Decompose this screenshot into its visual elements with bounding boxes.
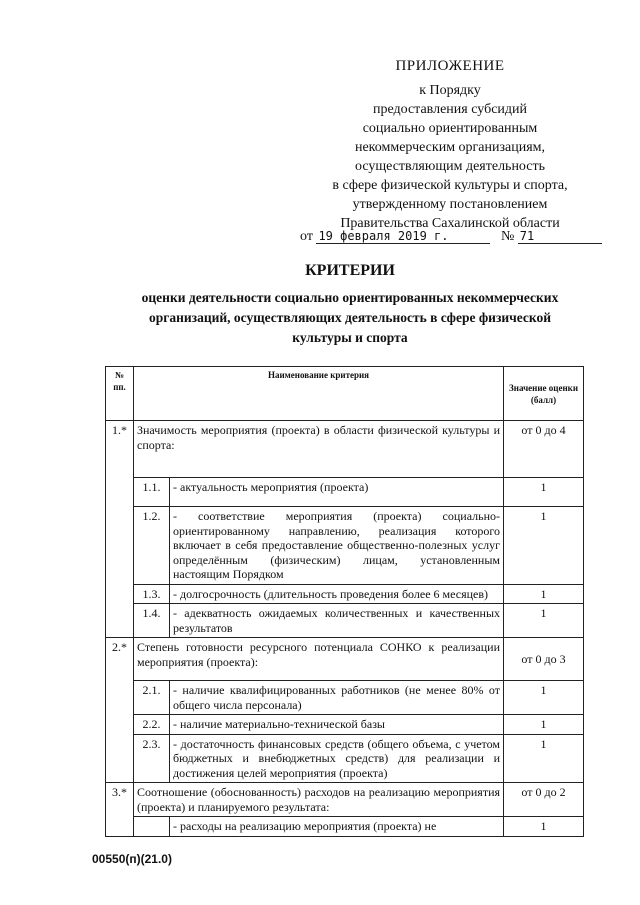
criteria-table xyxy=(105,366,584,837)
table-header-row xyxy=(106,367,584,421)
row-value: 1 xyxy=(504,507,584,585)
table-row xyxy=(106,507,584,585)
row-text: Степень готовности ресурсного потенциала СОНКО к реализации мероприятия (проекта): xyxy=(134,638,504,681)
subrow-number: 2.1. xyxy=(134,681,170,715)
table-row xyxy=(106,604,584,638)
subrow-number: 1.3. xyxy=(134,584,170,604)
header-num: № пп. xyxy=(106,367,134,421)
decree-number: 71 xyxy=(518,229,602,244)
header-line: утвержденному постановлением xyxy=(352,197,548,212)
appendix-header xyxy=(300,58,600,233)
header-value: Значение оценки (балл) xyxy=(504,367,584,421)
header-line: осуществляющим деятельность xyxy=(354,159,546,174)
row-text: Значимость мероприятия (проекта) в области физической культуры и спорта: xyxy=(134,421,504,478)
row-value: 1 xyxy=(504,584,584,604)
row-value: 1 xyxy=(504,734,584,783)
row-number: 2.* xyxy=(106,638,134,783)
header-line: в сфере физической культуры и спорта, xyxy=(332,178,568,193)
table-row xyxy=(106,681,584,715)
header-line: к Порядку xyxy=(419,83,481,98)
table-row xyxy=(106,817,584,837)
subrow-number: 1.4. xyxy=(134,604,170,638)
row-value: 1 xyxy=(504,478,584,507)
table-row xyxy=(106,478,584,507)
row-text: - соответствие мероприятия (проекта) социально-ориентированному направлению, реализация которого включает в себя предоставление общественно-полезных услуг определённым (физическим) лицам, установленным настоящим Порядком xyxy=(170,507,504,585)
row-value: от 0 до 2 xyxy=(504,783,584,817)
row-number: 1.* xyxy=(106,421,134,638)
subrow-number: 1.1. xyxy=(134,478,170,507)
document-subtitle: оценки деятельности социально ориентированных некоммерческих организаций, осуществляющих деятельность в сфере физической культуры и спорта xyxy=(141,290,559,345)
row-text: - наличие материально-технической базы xyxy=(170,715,504,735)
row-text: - долгосрочность (длительность проведения более 6 месяцев) xyxy=(170,584,504,604)
row-text: - достаточность финансовых средств (общего объема, с учетом бюджетных и внебюджетных средств) для реализации и достижения целей мероприятия (проекта) xyxy=(170,734,504,783)
subrow-number: 1.2. xyxy=(134,507,170,585)
row-number: 3.* xyxy=(106,783,134,837)
subrow-number: 2.2. xyxy=(134,715,170,735)
decree-date-line xyxy=(300,229,600,245)
table-row xyxy=(106,783,584,817)
table-row xyxy=(106,584,584,604)
header-line: некоммерческим организациям, xyxy=(354,140,546,155)
header-line: социально ориентированным xyxy=(362,121,538,136)
row-text: - наличие квалифицированных работников (не менее 80% от общего числа персонала) xyxy=(170,681,504,715)
table-row xyxy=(106,638,584,681)
row-text: - адекватность ожидаемых количественных и качественных результатов xyxy=(170,604,504,638)
header-name: Наименование критерия xyxy=(134,367,504,421)
subrow-number xyxy=(134,817,170,837)
row-value: 1 xyxy=(504,715,584,735)
row-value: от 0 до 3 xyxy=(504,638,584,681)
row-value: от 0 до 4 xyxy=(504,421,584,478)
row-text: - актуальность мероприятия (проекта) xyxy=(170,478,504,507)
row-value: 1 xyxy=(504,604,584,638)
number-prefix: № xyxy=(500,229,515,244)
table-row xyxy=(106,734,584,783)
date-prefix: от xyxy=(300,229,313,244)
decree-date: 19 февраля 2019 г. xyxy=(316,229,490,244)
header-line: предоставления субсидий xyxy=(372,102,528,117)
subrow-number: 2.3. xyxy=(134,734,170,783)
document-code: 00550(п)(21.0) xyxy=(92,852,172,866)
appendix-title: ПРИЛОЖЕНИЕ xyxy=(395,58,505,74)
row-text: - расходы на реализацию мероприятия (проекта) не xyxy=(170,817,504,837)
document-title: КРИТЕРИИ xyxy=(305,262,395,279)
row-value: 1 xyxy=(504,817,584,837)
row-value: 1 xyxy=(504,681,584,715)
header-line: Правительства Сахалинской области xyxy=(340,216,560,231)
table-row xyxy=(106,421,584,478)
row-text: Соотношение (обоснованность) расходов на реализацию мероприятия (проекта) и планируемого результата: xyxy=(134,783,504,817)
table-row xyxy=(106,715,584,735)
